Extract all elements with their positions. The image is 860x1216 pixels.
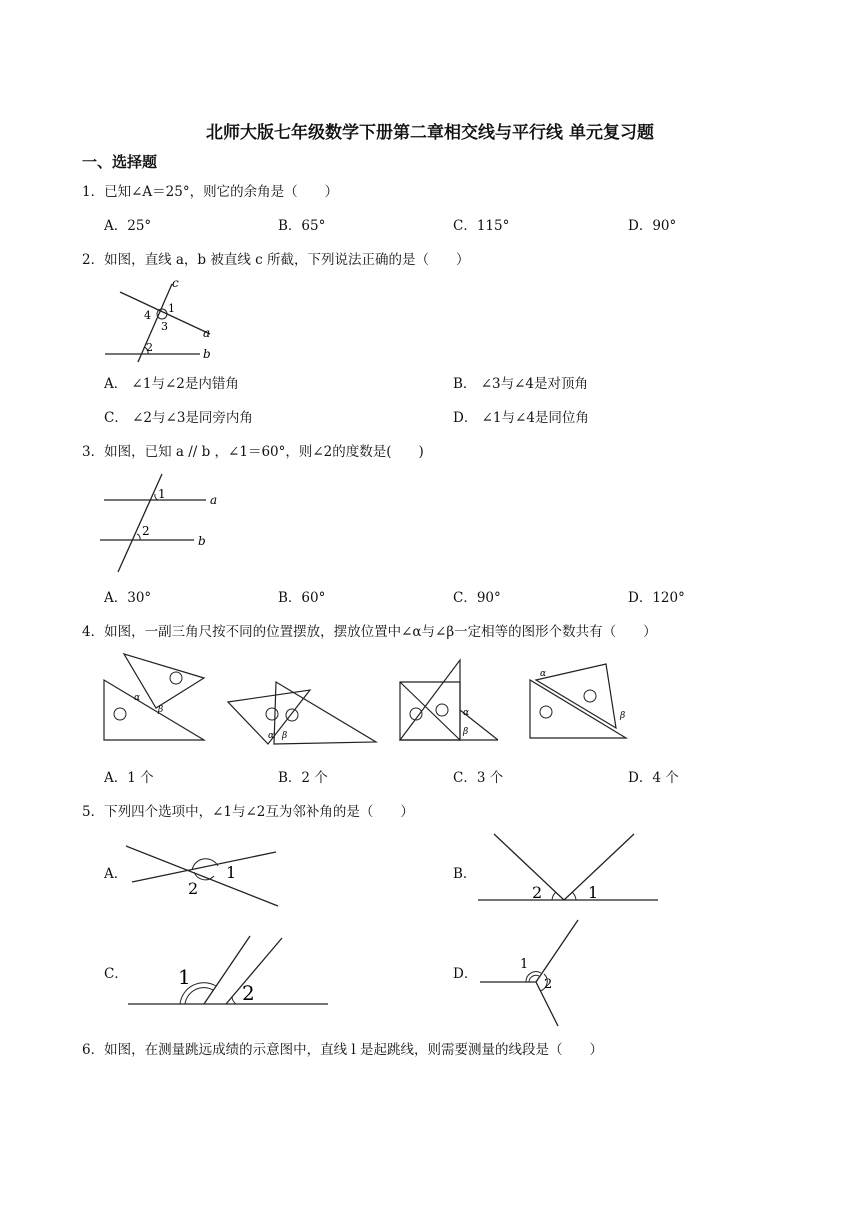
q2-label-4: 4	[144, 309, 151, 322]
q4-figures	[96, 650, 716, 750]
q2-label-3: 3	[161, 320, 168, 333]
q4-figure-2	[228, 682, 376, 744]
q1-option-c[interactable]: C．115°	[453, 218, 510, 234]
section-heading: 一、选择题	[82, 153, 158, 171]
q4-f4-beta: β	[620, 711, 626, 721]
q3-option-a[interactable]: A．30°	[104, 590, 152, 606]
q3-figure	[96, 468, 226, 576]
q5-figure-d	[478, 916, 588, 1030]
q1-option-b[interactable]: B．65°	[278, 218, 326, 234]
q5d-label-2: 2	[544, 977, 553, 992]
question-5-stem: 5．下列四个选项中，∠1与∠2互为邻补角的是（ ）	[82, 804, 414, 820]
q3-option-b[interactable]: B．60°	[278, 590, 326, 606]
q2-label-a: a	[203, 326, 211, 340]
q5a-label-1: 1	[226, 863, 237, 882]
q4-f4-alpha: α	[540, 669, 547, 679]
q1-option-d[interactable]: D．90°	[628, 218, 677, 234]
question-1-stem: 1．已知∠A＝25°，则它的余角是（ ）	[82, 184, 339, 200]
q5d-label-1: 1	[520, 957, 529, 972]
q4-figure-3	[400, 660, 498, 740]
q4-figure-1	[104, 654, 204, 740]
q5-option-b[interactable]: B．	[453, 866, 477, 882]
q4-f3-alpha: α	[463, 708, 470, 718]
q4-option-a[interactable]: A．1 个	[104, 770, 154, 786]
q3-label-1: 1	[158, 487, 166, 501]
q5-figure-a	[122, 836, 282, 910]
question-2-stem: 2．如图，直线 a，b 被直线 c 所截，下列说法正确的是（ ）	[82, 252, 470, 268]
q5-option-a[interactable]: A．	[104, 866, 128, 882]
page-title: 北师大版七年级数学下册第二章相交线与平行线 单元复习题	[206, 123, 654, 143]
q2-option-d[interactable]: D． ∠1与∠4是同位角	[453, 410, 589, 426]
q2-option-b[interactable]: B． ∠3与∠4是对顶角	[453, 376, 589, 392]
q4-f2-beta: β	[282, 731, 288, 741]
q4-f3-beta: β	[463, 727, 469, 737]
question-4-stem: 4．如图，一副三角尺按不同的位置摆放，摆放位置中∠α与∠β一定相等的图形个数共有（ ）	[82, 624, 657, 640]
q2-label-c: c	[172, 276, 179, 290]
q3-label-a: a	[210, 493, 218, 507]
q4-option-b[interactable]: B．2 个	[278, 770, 328, 786]
q4-f2-alpha: α	[268, 731, 275, 741]
q2-label-b: b	[203, 347, 211, 361]
q2-option-c[interactable]: C． ∠2与∠3是同旁内角	[104, 410, 253, 426]
q2-label-1: 1	[168, 302, 175, 315]
q4-f1-beta: β	[158, 705, 164, 715]
q3-label-b: b	[198, 534, 206, 548]
question-6-stem: 6．如图，在测量跳远成绩的示意图中，直线 l 是起跳线，则需要测量的线段是（ ）	[82, 1042, 603, 1058]
q5a-label-2: 2	[188, 879, 199, 898]
q5b-label-2: 2	[532, 883, 543, 902]
q5-figure-b	[476, 830, 666, 906]
q4-f1-alpha: α	[134, 693, 141, 703]
q5-option-d[interactable]: D．	[453, 966, 478, 982]
q5c-label-1: 1	[178, 965, 191, 989]
q1-option-a[interactable]: A．25°	[104, 218, 152, 234]
q2-figure	[100, 274, 230, 364]
q3-option-c[interactable]: C．90°	[453, 590, 501, 606]
q3-label-2: 2	[142, 524, 150, 538]
q2-label-2: 2	[146, 341, 153, 354]
q5c-label-2: 2	[242, 981, 255, 1005]
q5-option-c[interactable]: C．	[104, 966, 128, 982]
q4-option-d[interactable]: D．4 个	[628, 770, 679, 786]
q3-option-d[interactable]: D．120°	[628, 590, 685, 606]
q5b-label-1: 1	[588, 883, 599, 902]
q5-figure-c	[126, 932, 330, 1008]
q2-option-a[interactable]: A． ∠1与∠2是内错角	[104, 376, 239, 392]
q4-figure-4	[530, 664, 626, 738]
question-3-stem: 3．如图，已知 a // b ，∠1＝60°，则∠2的度数是( )	[82, 444, 424, 460]
q4-option-c[interactable]: C．3 个	[453, 770, 504, 786]
